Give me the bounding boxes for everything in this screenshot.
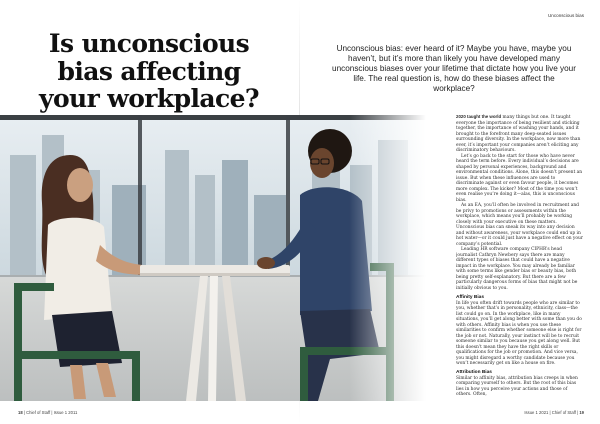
headline-line-2: bias affecting <box>57 56 241 86</box>
folio-left-text: | Chief of Staff | Issue 1 2011 <box>22 410 78 415</box>
headline-line-3: your workplace? <box>39 84 259 113</box>
subheading-attribution-bias: Attribution Bias <box>456 369 492 375</box>
article-paragraph-5: In life you often drift towards people who are similar to you, whether that’s in personality, ethnicity, class—the list could go on. In the workplace, like in many situations, you’ll get along better with some than you do with others. Affinity bias is when you use these similarities to confirm whether someone else is right for the job or not. Naturally, your instinct will be to recruit someone similar to you because you get along well. But this doesn’t mean they have the right skills or qualifications for the job or promotion. And vice versa, you might disregard a worthy candidate because you won’t necessarily get on like a house on fire. <box>456 300 582 367</box>
article-paragraph-6: Similar to affinity bias, attribution bias creeps in when comparing yourself to others. But the root of this bias lies in how you perceive your actions and those of others. Often, <box>456 375 578 398</box>
page-number-left: 18 <box>18 410 23 415</box>
section-tag: Unconscious bias <box>547 13 584 18</box>
article-paragraph-2: Let’s go back to the start for those who have never heard the term before. Every individual’s decisions are shaped by personal experiences, background and environmental conditions. Alone, this doesn’t present an issue. But when these influences are used to discriminate against or even favour people, it becomes more complex. The kicker? Most of the time you won’t even realise you’re doing it—alas, this is unconscious bias. <box>456 153 583 203</box>
subheading-affinity-bias: Affinity Bias <box>456 294 484 300</box>
article-paragraph-1: many things but one. It taught everyone the importance of being resilient and sticking together, the importance of washing your hands, and it brought to the forefront many deep-seated issues surrounding diversity. In the workplace, now more than ever, it’s important your companies aren’t eliciting any discriminatory behaviours. <box>456 115 581 154</box>
article-paragraph-4: Leading HR software company CIPHR’s head journalist Cathryn Newbery says there are many different types of biases that could have a negative impact in the workplace. You may already be familiar with some terms like gender bias or beauty bias, both being pretty self-explanatory. But there are a few particularly dangerous forms of bias that might not be initially obvious to you. <box>456 247 578 291</box>
interview-photo <box>0 115 426 401</box>
article-paragraph <box>456 114 584 154</box>
intro-paragraph: Unconscious bias: ever heard of it? Maybe you have, maybe you haven’t, but it’s more than likely you have developed many unconscious biases over your lifetime that dictate how you live your life. The real question is, how do these biases affect the workplace? <box>332 44 576 93</box>
folio-right <box>524 410 584 415</box>
page-number-right: 19 <box>579 410 584 415</box>
article-body <box>456 114 584 398</box>
headline-line-1: Is unconscious <box>48 29 250 58</box>
article-lead-in: 2020 taught the world <box>456 114 502 119</box>
headline <box>18 30 280 113</box>
folio-left <box>18 410 77 415</box>
folio-right-text: Issue 1 2021 | Chief of Staff | <box>524 410 580 415</box>
article-paragraph-3: As an EA, you’ll often be involved in recruitment and be privy to promotions or assessments within the workplace, which means you’ll probably be working closely with your executive on these matters. Unconscious bias can sneak its way into any decision and without awareness, your workplace could end up in hot water—or it could just have a negative effect on your company’s potential. <box>456 203 583 247</box>
